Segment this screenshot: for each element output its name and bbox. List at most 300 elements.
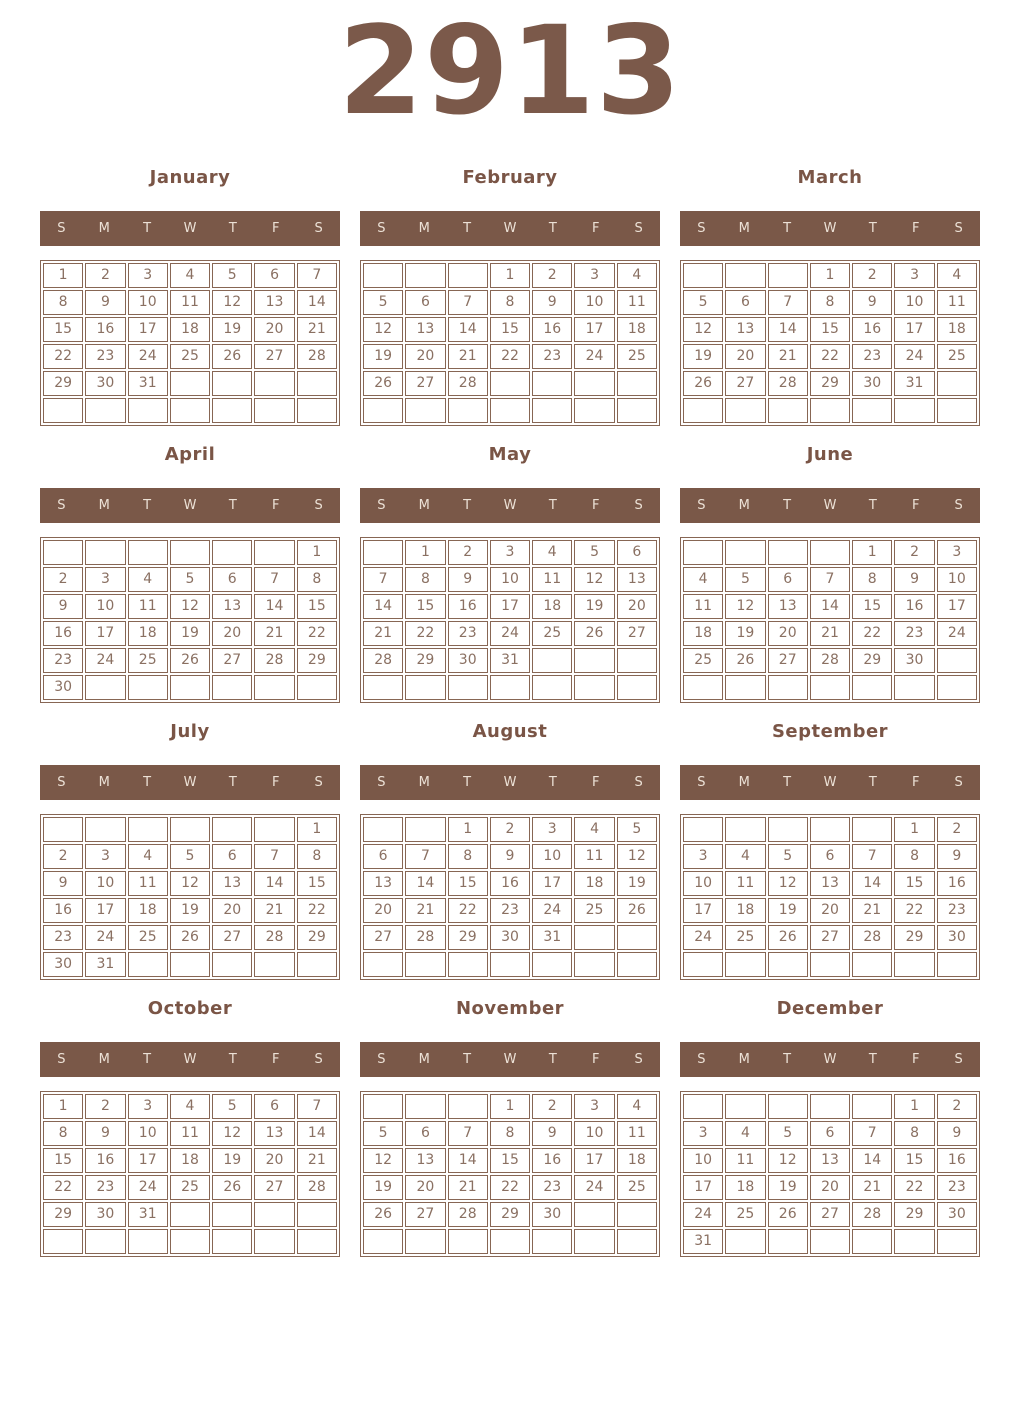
day-cell bbox=[574, 1229, 614, 1254]
day-cell: 17 bbox=[128, 317, 168, 342]
day-cell: 2 bbox=[43, 567, 83, 592]
week-row bbox=[683, 871, 977, 896]
day-cell: 24 bbox=[490, 621, 530, 646]
day-cell: 9 bbox=[43, 594, 83, 619]
day-cell: 5 bbox=[212, 263, 252, 288]
day-cell: 14 bbox=[405, 871, 445, 896]
month-block bbox=[40, 445, 340, 703]
week-row bbox=[43, 594, 337, 619]
day-cell: 21 bbox=[363, 621, 403, 646]
day-cell: 30 bbox=[490, 925, 530, 950]
week-row bbox=[683, 567, 977, 592]
day-cell: 13 bbox=[768, 594, 808, 619]
day-cell: 22 bbox=[297, 898, 337, 923]
day-cell bbox=[363, 1094, 403, 1119]
week-row bbox=[683, 817, 977, 842]
months-grid bbox=[0, 168, 1020, 1257]
day-cell: 22 bbox=[852, 621, 892, 646]
day-cell bbox=[810, 675, 850, 700]
day-cell bbox=[212, 817, 252, 842]
week-row bbox=[43, 1202, 337, 1227]
day-cell bbox=[363, 398, 403, 423]
month-title: February bbox=[462, 166, 558, 188]
day-cell: 17 bbox=[574, 1148, 614, 1173]
week-row bbox=[683, 1229, 977, 1254]
day-cell: 3 bbox=[894, 263, 934, 288]
week-row bbox=[363, 398, 657, 423]
day-cell: 4 bbox=[532, 540, 572, 565]
day-cell: 3 bbox=[574, 1094, 614, 1119]
weekday-label: T bbox=[548, 220, 557, 236]
day-cell: 7 bbox=[448, 290, 488, 315]
weekday-header-row bbox=[360, 211, 660, 246]
day-cell: 18 bbox=[574, 871, 614, 896]
week-row bbox=[43, 1094, 337, 1119]
day-cell: 18 bbox=[170, 317, 210, 342]
day-cell: 24 bbox=[85, 925, 125, 950]
day-cell: 25 bbox=[725, 925, 765, 950]
day-cell: 2 bbox=[85, 263, 125, 288]
day-cell bbox=[617, 371, 657, 396]
month-days-table bbox=[40, 260, 340, 426]
weekday-label: T bbox=[548, 774, 557, 790]
day-cell: 4 bbox=[937, 263, 977, 288]
day-cell: 8 bbox=[894, 844, 934, 869]
day-cell: 22 bbox=[894, 1175, 934, 1200]
day-cell: 22 bbox=[448, 898, 488, 923]
weekday-label: W bbox=[503, 1051, 517, 1067]
day-cell: 26 bbox=[574, 621, 614, 646]
weekday-label: M bbox=[418, 1051, 430, 1067]
month-days-table bbox=[680, 537, 980, 703]
day-cell: 11 bbox=[532, 567, 572, 592]
day-cell bbox=[405, 398, 445, 423]
day-cell bbox=[574, 648, 614, 673]
day-cell: 30 bbox=[532, 1202, 572, 1227]
day-cell: 20 bbox=[254, 1148, 294, 1173]
day-cell: 15 bbox=[43, 1148, 83, 1173]
day-cell: 25 bbox=[617, 1175, 657, 1200]
day-cell: 18 bbox=[617, 1148, 657, 1173]
weekday-label: M bbox=[418, 774, 430, 790]
day-cell bbox=[405, 1094, 445, 1119]
day-cell: 17 bbox=[490, 594, 530, 619]
month-days-table bbox=[40, 1091, 340, 1257]
day-cell: 1 bbox=[490, 1094, 530, 1119]
weekday-label: F bbox=[911, 220, 920, 236]
day-cell: 30 bbox=[852, 371, 892, 396]
day-cell bbox=[128, 1229, 168, 1254]
month-title: December bbox=[776, 997, 884, 1019]
week-row bbox=[43, 952, 337, 977]
day-cell: 23 bbox=[852, 344, 892, 369]
day-cell bbox=[170, 398, 210, 423]
day-cell: 30 bbox=[43, 675, 83, 700]
day-cell: 16 bbox=[937, 871, 977, 896]
day-cell: 5 bbox=[363, 1121, 403, 1146]
day-cell: 27 bbox=[254, 1175, 294, 1200]
day-cell: 24 bbox=[894, 344, 934, 369]
day-cell: 29 bbox=[405, 648, 445, 673]
day-cell: 22 bbox=[490, 1175, 530, 1200]
day-cell: 26 bbox=[170, 648, 210, 673]
day-cell bbox=[768, 817, 808, 842]
day-cell: 24 bbox=[532, 898, 572, 923]
day-cell bbox=[937, 952, 977, 977]
day-cell bbox=[363, 952, 403, 977]
day-cell: 28 bbox=[363, 648, 403, 673]
day-cell: 1 bbox=[297, 817, 337, 842]
day-cell: 1 bbox=[894, 817, 934, 842]
weekday-label: S bbox=[57, 220, 66, 236]
day-cell: 22 bbox=[810, 344, 850, 369]
day-cell: 6 bbox=[254, 263, 294, 288]
month-title: September bbox=[771, 720, 889, 742]
day-cell: 1 bbox=[405, 540, 445, 565]
day-cell bbox=[170, 817, 210, 842]
day-cell: 14 bbox=[768, 317, 808, 342]
day-cell bbox=[448, 398, 488, 423]
day-cell: 5 bbox=[725, 567, 765, 592]
weekday-header-row bbox=[680, 765, 980, 800]
day-cell bbox=[85, 1229, 125, 1254]
weekday-label: T bbox=[463, 220, 472, 236]
day-cell bbox=[683, 1094, 723, 1119]
day-cell: 5 bbox=[170, 567, 210, 592]
day-cell: 13 bbox=[810, 1148, 850, 1173]
day-cell bbox=[768, 1229, 808, 1254]
day-cell: 19 bbox=[363, 1175, 403, 1200]
day-cell: 27 bbox=[212, 925, 252, 950]
week-row bbox=[363, 925, 657, 950]
day-cell: 11 bbox=[725, 871, 765, 896]
day-cell: 31 bbox=[683, 1229, 723, 1254]
day-cell: 18 bbox=[937, 317, 977, 342]
day-cell: 14 bbox=[448, 1148, 488, 1173]
day-cell: 9 bbox=[852, 290, 892, 315]
day-cell bbox=[170, 1229, 210, 1254]
week-row bbox=[683, 898, 977, 923]
day-cell: 25 bbox=[725, 1202, 765, 1227]
weekday-label: T bbox=[228, 220, 237, 236]
month-block bbox=[680, 445, 980, 703]
day-cell: 4 bbox=[128, 844, 168, 869]
day-cell: 2 bbox=[532, 263, 572, 288]
day-cell: 13 bbox=[810, 871, 850, 896]
day-cell bbox=[490, 371, 530, 396]
month-block bbox=[360, 999, 660, 1257]
weekday-label: W bbox=[823, 220, 837, 236]
day-cell: 20 bbox=[617, 594, 657, 619]
weekday-label: T bbox=[143, 1051, 152, 1067]
week-row bbox=[363, 290, 657, 315]
day-cell: 7 bbox=[852, 844, 892, 869]
day-cell: 22 bbox=[405, 621, 445, 646]
day-cell: 26 bbox=[170, 925, 210, 950]
day-cell: 9 bbox=[532, 290, 572, 315]
weekday-header-row bbox=[680, 211, 980, 246]
day-cell: 8 bbox=[43, 290, 83, 315]
month-title: July bbox=[170, 720, 210, 742]
day-cell: 29 bbox=[297, 648, 337, 673]
weekday-label: T bbox=[868, 1051, 877, 1067]
day-cell: 10 bbox=[683, 1148, 723, 1173]
day-cell bbox=[405, 1229, 445, 1254]
day-cell: 19 bbox=[617, 871, 657, 896]
day-cell: 12 bbox=[212, 290, 252, 315]
week-row bbox=[363, 817, 657, 842]
day-cell bbox=[725, 540, 765, 565]
day-cell bbox=[852, 1094, 892, 1119]
week-row bbox=[43, 1148, 337, 1173]
day-cell: 12 bbox=[363, 317, 403, 342]
day-cell bbox=[405, 263, 445, 288]
month-days-table bbox=[360, 1091, 660, 1257]
weekday-label: M bbox=[98, 497, 110, 513]
month-title: March bbox=[797, 166, 863, 188]
day-cell bbox=[937, 398, 977, 423]
weekday-label: T bbox=[463, 774, 472, 790]
day-cell bbox=[212, 1202, 252, 1227]
day-cell: 27 bbox=[212, 648, 252, 673]
day-cell: 31 bbox=[894, 371, 934, 396]
day-cell bbox=[254, 952, 294, 977]
day-cell: 19 bbox=[170, 621, 210, 646]
month-days-table bbox=[360, 260, 660, 426]
day-cell: 1 bbox=[810, 263, 850, 288]
weekday-label: M bbox=[98, 1051, 110, 1067]
day-cell bbox=[574, 925, 614, 950]
day-cell: 21 bbox=[297, 1148, 337, 1173]
week-row bbox=[43, 290, 337, 315]
day-cell: 24 bbox=[683, 1202, 723, 1227]
day-cell: 11 bbox=[725, 1148, 765, 1173]
weekday-label: M bbox=[738, 1051, 750, 1067]
day-cell: 8 bbox=[810, 290, 850, 315]
month-title: August bbox=[472, 720, 548, 742]
day-cell: 16 bbox=[937, 1148, 977, 1173]
day-cell: 24 bbox=[683, 925, 723, 950]
weekday-label: W bbox=[183, 1051, 197, 1067]
day-cell: 22 bbox=[490, 344, 530, 369]
week-row bbox=[43, 540, 337, 565]
week-row bbox=[363, 844, 657, 869]
week-row bbox=[363, 648, 657, 673]
day-cell: 23 bbox=[532, 1175, 572, 1200]
day-cell bbox=[170, 675, 210, 700]
month-block bbox=[40, 168, 340, 426]
day-cell: 10 bbox=[490, 567, 530, 592]
day-cell bbox=[532, 648, 572, 673]
day-cell: 27 bbox=[405, 371, 445, 396]
day-cell: 31 bbox=[532, 925, 572, 950]
day-cell: 6 bbox=[254, 1094, 294, 1119]
day-cell: 13 bbox=[212, 594, 252, 619]
weekday-label: W bbox=[183, 220, 197, 236]
day-cell: 2 bbox=[85, 1094, 125, 1119]
day-cell: 15 bbox=[43, 317, 83, 342]
weekday-label: M bbox=[418, 497, 430, 513]
day-cell: 20 bbox=[254, 317, 294, 342]
week-row bbox=[363, 540, 657, 565]
weekday-label: T bbox=[868, 220, 877, 236]
weekday-label: S bbox=[377, 1051, 386, 1067]
day-cell: 4 bbox=[617, 263, 657, 288]
day-cell bbox=[43, 540, 83, 565]
day-cell: 17 bbox=[128, 1148, 168, 1173]
day-cell: 17 bbox=[574, 317, 614, 342]
weekday-header-row bbox=[360, 488, 660, 523]
weekday-label: S bbox=[634, 497, 643, 513]
day-cell: 7 bbox=[448, 1121, 488, 1146]
day-cell: 11 bbox=[128, 594, 168, 619]
weekday-header-row bbox=[40, 1042, 340, 1077]
day-cell: 7 bbox=[254, 844, 294, 869]
day-cell bbox=[937, 371, 977, 396]
year-title: 2913 bbox=[338, 0, 682, 142]
weekday-label: T bbox=[548, 497, 557, 513]
day-cell: 23 bbox=[85, 1175, 125, 1200]
month-days-table bbox=[360, 814, 660, 980]
day-cell: 11 bbox=[617, 290, 657, 315]
day-cell: 14 bbox=[254, 594, 294, 619]
day-cell: 8 bbox=[43, 1121, 83, 1146]
day-cell: 16 bbox=[448, 594, 488, 619]
day-cell bbox=[574, 675, 614, 700]
weekday-label: T bbox=[783, 497, 792, 513]
week-row bbox=[683, 594, 977, 619]
day-cell: 4 bbox=[574, 817, 614, 842]
day-cell: 6 bbox=[212, 567, 252, 592]
day-cell: 16 bbox=[85, 1148, 125, 1173]
month-title: May bbox=[488, 443, 532, 465]
day-cell: 28 bbox=[405, 925, 445, 950]
day-cell: 5 bbox=[363, 290, 403, 315]
day-cell bbox=[810, 398, 850, 423]
month-days-table bbox=[360, 537, 660, 703]
month-title: June bbox=[806, 443, 854, 465]
week-row bbox=[683, 648, 977, 673]
day-cell: 31 bbox=[128, 371, 168, 396]
day-cell: 12 bbox=[574, 567, 614, 592]
day-cell bbox=[297, 398, 337, 423]
day-cell bbox=[617, 398, 657, 423]
day-cell: 12 bbox=[170, 594, 210, 619]
day-cell: 10 bbox=[85, 594, 125, 619]
day-cell bbox=[363, 540, 403, 565]
day-cell bbox=[725, 263, 765, 288]
day-cell: 9 bbox=[937, 1121, 977, 1146]
day-cell: 6 bbox=[405, 290, 445, 315]
day-cell: 26 bbox=[768, 1202, 808, 1227]
day-cell: 28 bbox=[448, 1202, 488, 1227]
day-cell bbox=[852, 675, 892, 700]
day-cell bbox=[297, 1202, 337, 1227]
day-cell bbox=[768, 952, 808, 977]
day-cell: 3 bbox=[490, 540, 530, 565]
day-cell: 26 bbox=[617, 898, 657, 923]
day-cell: 21 bbox=[852, 1175, 892, 1200]
weekday-label: S bbox=[954, 774, 963, 790]
week-row bbox=[363, 898, 657, 923]
week-row bbox=[683, 540, 977, 565]
day-cell: 1 bbox=[490, 263, 530, 288]
day-cell: 16 bbox=[894, 594, 934, 619]
weekday-label: F bbox=[591, 774, 600, 790]
day-cell: 24 bbox=[128, 1175, 168, 1200]
day-cell bbox=[170, 952, 210, 977]
month-days-table bbox=[40, 537, 340, 703]
day-cell: 30 bbox=[43, 952, 83, 977]
day-cell bbox=[574, 1202, 614, 1227]
day-cell bbox=[532, 398, 572, 423]
day-cell: 20 bbox=[405, 344, 445, 369]
day-cell bbox=[725, 952, 765, 977]
day-cell bbox=[490, 952, 530, 977]
day-cell bbox=[170, 1202, 210, 1227]
week-row bbox=[43, 621, 337, 646]
day-cell bbox=[363, 817, 403, 842]
day-cell bbox=[43, 1229, 83, 1254]
day-cell bbox=[448, 952, 488, 977]
day-cell bbox=[212, 1229, 252, 1254]
day-cell: 19 bbox=[768, 898, 808, 923]
day-cell: 7 bbox=[810, 567, 850, 592]
day-cell: 29 bbox=[297, 925, 337, 950]
day-cell: 28 bbox=[254, 648, 294, 673]
day-cell: 10 bbox=[532, 844, 572, 869]
month-title: November bbox=[455, 997, 565, 1019]
day-cell: 22 bbox=[43, 1175, 83, 1200]
day-cell: 22 bbox=[43, 344, 83, 369]
day-cell: 7 bbox=[363, 567, 403, 592]
weekday-label: T bbox=[463, 497, 472, 513]
day-cell: 8 bbox=[297, 844, 337, 869]
day-cell bbox=[852, 952, 892, 977]
day-cell: 18 bbox=[128, 898, 168, 923]
day-cell: 16 bbox=[532, 317, 572, 342]
weekday-header-row bbox=[680, 488, 980, 523]
day-cell: 23 bbox=[490, 898, 530, 923]
day-cell: 7 bbox=[405, 844, 445, 869]
day-cell: 12 bbox=[212, 1121, 252, 1146]
day-cell: 15 bbox=[405, 594, 445, 619]
day-cell: 12 bbox=[725, 594, 765, 619]
day-cell: 20 bbox=[212, 898, 252, 923]
weekday-label: S bbox=[377, 497, 386, 513]
day-cell: 26 bbox=[363, 1202, 403, 1227]
day-cell: 4 bbox=[170, 263, 210, 288]
day-cell: 26 bbox=[363, 371, 403, 396]
day-cell: 20 bbox=[768, 621, 808, 646]
day-cell bbox=[170, 371, 210, 396]
day-cell bbox=[768, 675, 808, 700]
day-cell: 12 bbox=[363, 1148, 403, 1173]
day-cell: 25 bbox=[532, 621, 572, 646]
weekday-label: F bbox=[911, 497, 920, 513]
day-cell: 2 bbox=[490, 817, 530, 842]
day-cell: 10 bbox=[574, 290, 614, 315]
day-cell bbox=[85, 817, 125, 842]
day-cell: 28 bbox=[254, 925, 294, 950]
day-cell: 31 bbox=[490, 648, 530, 673]
day-cell: 25 bbox=[170, 344, 210, 369]
weekday-label: S bbox=[314, 220, 323, 236]
day-cell bbox=[725, 675, 765, 700]
weekday-label: S bbox=[697, 497, 706, 513]
day-cell bbox=[297, 952, 337, 977]
week-row bbox=[683, 1121, 977, 1146]
